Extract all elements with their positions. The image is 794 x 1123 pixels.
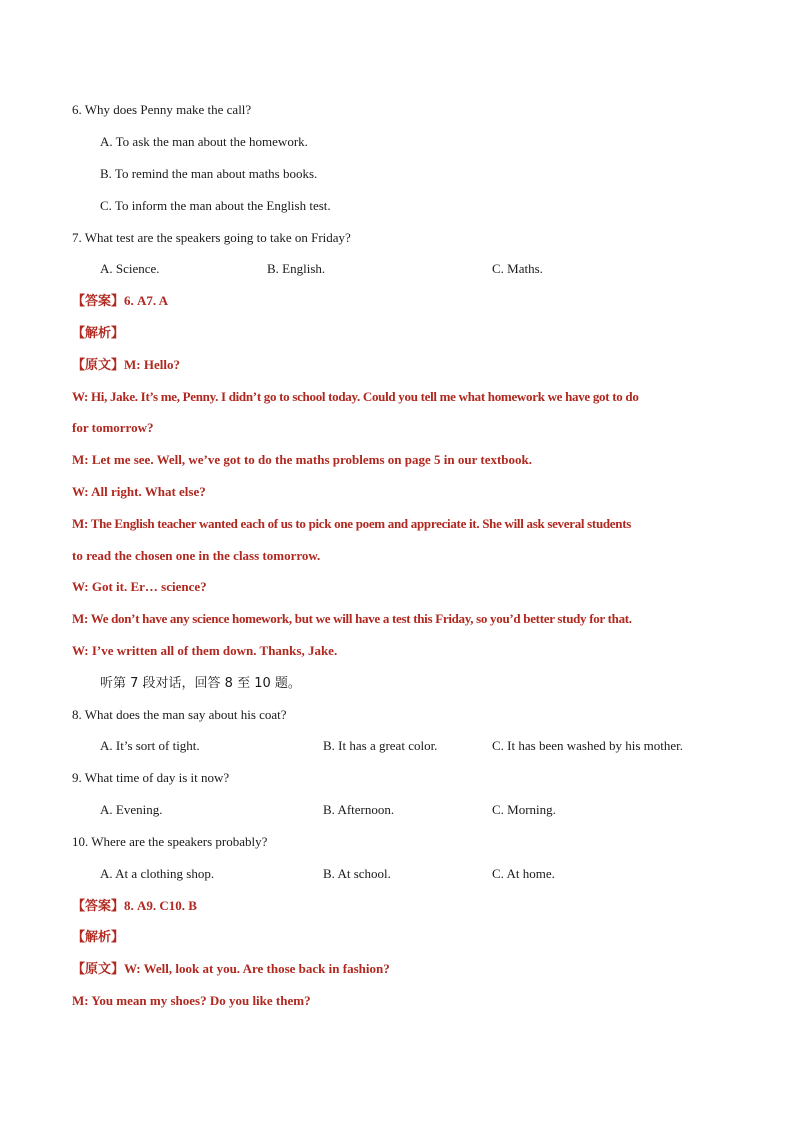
question-7-option-a: A. Science.: [100, 261, 160, 276]
question-8-option-b: B. It has a great color.: [323, 738, 438, 753]
question-8-option-c: C. It has been washed by his mother.: [492, 738, 683, 753]
question-9-stem: 9. What time of day is it now?: [72, 770, 230, 785]
analysis-heading: 【解析】: [72, 325, 125, 340]
transcript-line: M: The English teacher wanted each of us to pick one poem and appreciate it. She will ask several students: [72, 516, 631, 531]
question-7-stem: 7. What test are the speakers going to take on Friday?: [72, 230, 351, 245]
transcript-line: M: We don’t have any science homework, but we will have a test this Friday, so you’d better study for that.: [72, 611, 632, 626]
transcript-line: M: You mean my shoes? Do you like them?: [72, 993, 311, 1008]
transcript-line: 【原文】W: Well, look at you. Are those back in fashion?: [72, 961, 390, 976]
question-6-option-c: C. To inform the man about the English test.: [100, 198, 331, 213]
question-10-option-c: C. At home.: [492, 866, 555, 881]
question-8-stem: 8. What does the man say about his coat?: [72, 707, 287, 722]
transcript-line: W: Hi, Jake. It’s me, Penny. I didn’t go to school today. Could you tell me what homework we have got to do: [72, 389, 639, 404]
answer-key-6-7: 【答案】6. A7. A: [72, 293, 169, 308]
question-10-option-b: B. At school.: [323, 866, 391, 881]
question-9-option-b: B. Afternoon.: [323, 802, 395, 817]
transcript-line: to read the chosen one in the class tomorrow.: [72, 548, 321, 563]
transcript-line: W: All right. What else?: [72, 484, 206, 499]
section-instruction: 听第 7 段对话，回答 8 至 10 题。: [100, 676, 301, 691]
question-9-option-a: A. Evening.: [100, 802, 163, 817]
transcript-line: M: Let me see. Well, we’ve got to do the maths problems on page 5 in our textbook.: [72, 452, 533, 467]
question-10-stem: 10. Where are the speakers probably?: [72, 834, 268, 849]
transcript-line: W: I’ve written all of them down. Thanks, Jake.: [72, 643, 338, 658]
question-10-option-a: A. At a clothing shop.: [100, 866, 215, 881]
question-7-option-b: B. English.: [267, 261, 326, 276]
transcript-line: for tomorrow?: [72, 420, 154, 435]
transcript-line: W: Got it. Er… science?: [72, 579, 207, 594]
question-7-option-c: C. Maths.: [492, 261, 543, 276]
transcript-line: 【原文】M: Hello?: [72, 357, 180, 372]
question-6-stem: 6. Why does Penny make the call?: [72, 102, 252, 117]
question-6-option-b: B. To remind the man about maths books.: [100, 166, 318, 181]
question-8-option-a: A. It’s sort of tight.: [100, 738, 200, 753]
question-9-option-c: C. Morning.: [492, 802, 556, 817]
answer-key-8-10: 【答案】8. A9. C10. B: [72, 898, 197, 913]
question-6-option-a: A. To ask the man about the homework.: [100, 134, 308, 149]
analysis-heading: 【解析】: [72, 929, 125, 944]
